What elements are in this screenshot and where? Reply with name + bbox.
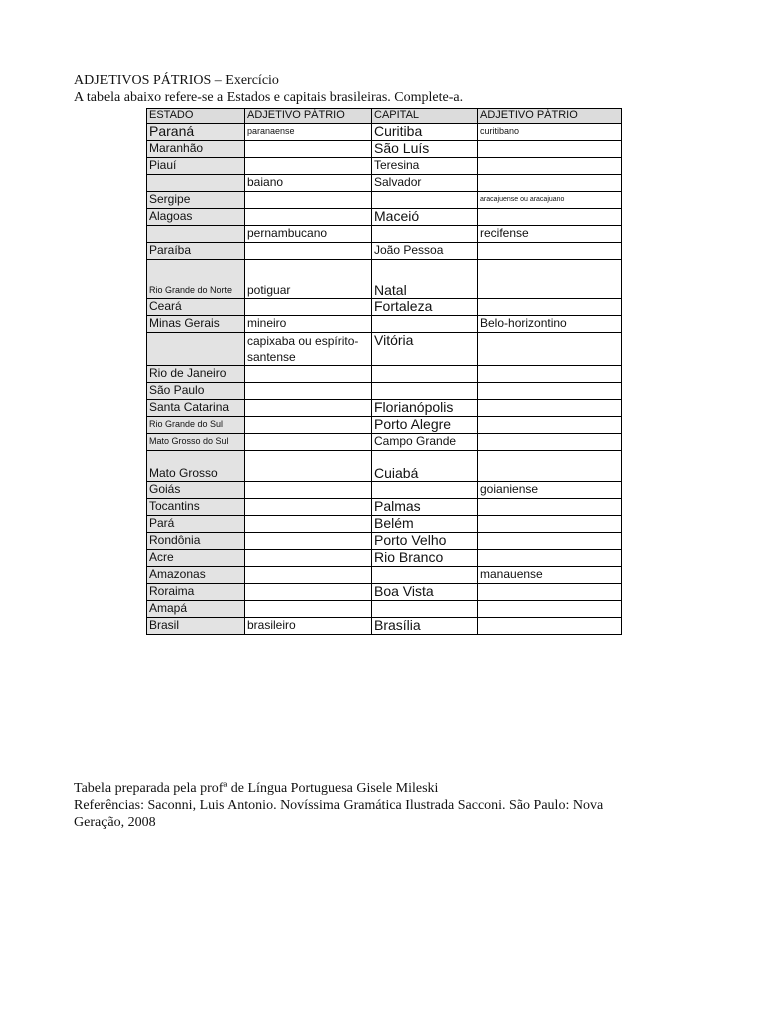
document-title: ADJETIVOS PÁTRIOS – Exercício — [74, 73, 279, 88]
table-row — [147, 158, 622, 175]
table-row — [147, 383, 622, 400]
table-row — [147, 299, 622, 316]
capital-cell: Boa Vista — [372, 584, 478, 601]
capital-cell — [372, 226, 478, 243]
state-cell: Rio Grande do Norte — [147, 260, 245, 299]
capital-adjective-cell — [478, 209, 622, 226]
table-row — [147, 434, 622, 451]
document-intro: A tabela abaixo refere-se a Estados e capitais brasileiras. Complete-a. — [74, 90, 464, 105]
state-cell: Amazonas — [147, 567, 245, 584]
capital-cell: Brasília — [372, 618, 478, 635]
state-cell: Rio Grande do Sul — [147, 417, 245, 434]
capital-adjective-cell — [478, 175, 622, 192]
state-adjective-cell: capixaba ou espírito-santense — [245, 333, 372, 366]
capital-adjective-cell: goianiense — [478, 482, 622, 499]
capital-adjective-cell — [478, 516, 622, 533]
state-cell — [147, 175, 245, 192]
table-header-row — [147, 109, 622, 124]
state-cell: Acre — [147, 550, 245, 567]
state-adjective-cell — [245, 550, 372, 567]
state-adjective-cell — [245, 567, 372, 584]
capital-adjective-cell — [478, 533, 622, 550]
state-cell: Goiás — [147, 482, 245, 499]
state-cell: Rondônia — [147, 533, 245, 550]
state-adjective-cell — [245, 417, 372, 434]
capital-cell: Cuiabá — [372, 451, 478, 482]
capital-cell: Palmas — [372, 499, 478, 516]
references-line-2: Geração, 2008 — [74, 815, 156, 830]
state-cell: Pará — [147, 516, 245, 533]
state-cell: Mato Grosso — [147, 451, 245, 482]
state-cell: Paraná — [147, 124, 245, 141]
capital-cell — [372, 192, 478, 209]
capital-cell — [372, 383, 478, 400]
state-adjective-cell — [245, 400, 372, 417]
state-adjective-cell — [245, 499, 372, 516]
table-row — [147, 400, 622, 417]
state-adjective-cell: baiano — [245, 175, 372, 192]
capital-cell — [372, 366, 478, 383]
table-row — [147, 584, 622, 601]
header-estado: ESTADO — [147, 109, 245, 124]
header-capital: CAPITAL — [372, 109, 478, 124]
state-cell: Tocantins — [147, 499, 245, 516]
table-row — [147, 124, 622, 141]
header-adjetivo-capital: ADJETIVO PÁTRIO — [478, 109, 622, 124]
table-row — [147, 533, 622, 550]
state-cell: Minas Gerais — [147, 316, 245, 333]
state-adjective-cell — [245, 516, 372, 533]
state-cell: Paraíba — [147, 243, 245, 260]
state-adjective-cell: potiguar — [245, 260, 372, 299]
capital-adjective-cell — [478, 141, 622, 158]
state-cell: Roraima — [147, 584, 245, 601]
table-row — [147, 550, 622, 567]
state-cell: Ceará — [147, 299, 245, 316]
capital-adjective-cell — [478, 260, 622, 299]
capital-adjective-cell — [478, 618, 622, 635]
state-adjective-cell: pernambucano — [245, 226, 372, 243]
state-adjective-cell: paranaense — [245, 124, 372, 141]
state-adjective-cell — [245, 192, 372, 209]
capital-adjective-cell — [478, 550, 622, 567]
table-row — [147, 482, 622, 499]
table-row — [147, 567, 622, 584]
capital-adjective-cell — [478, 383, 622, 400]
capital-cell: Maceió — [372, 209, 478, 226]
state-adjective-cell — [245, 141, 372, 158]
header-adjetivo-estado: ADJETIVO PÁTRIO — [245, 109, 372, 124]
capital-adjective-cell — [478, 366, 622, 383]
table-row — [147, 226, 622, 243]
capital-cell: São Luís — [372, 141, 478, 158]
capital-adjective-cell — [478, 499, 622, 516]
capital-cell — [372, 567, 478, 584]
table-row — [147, 618, 622, 635]
capital-adjective-cell — [478, 417, 622, 434]
table-row — [147, 417, 622, 434]
state-cell: Piauí — [147, 158, 245, 175]
state-cell — [147, 333, 245, 366]
state-adjective-cell — [245, 451, 372, 482]
state-cell: Sergipe — [147, 192, 245, 209]
state-cell: São Paulo — [147, 383, 245, 400]
table-row — [147, 141, 622, 158]
state-adjective-cell: mineiro — [245, 316, 372, 333]
capital-cell: Vitória — [372, 333, 478, 366]
capital-cell — [372, 316, 478, 333]
table-row — [147, 209, 622, 226]
capital-cell: Belém — [372, 516, 478, 533]
capital-adjective-cell — [478, 434, 622, 451]
table-row — [147, 316, 622, 333]
table-row — [147, 451, 622, 482]
state-adjective-cell — [245, 601, 372, 618]
capital-adjective-cell — [478, 400, 622, 417]
table-row — [147, 499, 622, 516]
table-row — [147, 516, 622, 533]
state-adjective-cell — [245, 299, 372, 316]
state-adjective-cell — [245, 209, 372, 226]
references-line-1: Referências: Saconni, Luis Antonio. Novíssima Gramática Ilustrada Sacconi. São Paulo: Nova — [74, 798, 604, 813]
capital-cell: Curitiba — [372, 124, 478, 141]
capital-cell: Campo Grande — [372, 434, 478, 451]
capital-cell: Salvador — [372, 175, 478, 192]
capital-adjective-cell — [478, 601, 622, 618]
state-cell: Brasil — [147, 618, 245, 635]
state-cell: Alagoas — [147, 209, 245, 226]
capital-adjective-cell — [478, 333, 622, 366]
state-adjective-cell — [245, 434, 372, 451]
capital-adjective-cell: manauense — [478, 567, 622, 584]
capital-cell: Fortaleza — [372, 299, 478, 316]
capital-adjective-cell: aracajuense ou aracajuano — [478, 192, 622, 209]
capital-cell — [372, 482, 478, 499]
capital-adjective-cell: curitibano — [478, 124, 622, 141]
capital-cell: Rio Branco — [372, 550, 478, 567]
capital-cell: Porto Alegre — [372, 417, 478, 434]
capital-cell: João Pessoa — [372, 243, 478, 260]
state-adjective-cell — [245, 383, 372, 400]
table-row — [147, 260, 622, 299]
capital-cell: Porto Velho — [372, 533, 478, 550]
table-row — [147, 175, 622, 192]
state-cell: Amapá — [147, 601, 245, 618]
state-cell: Santa Catarina — [147, 400, 245, 417]
capital-adjective-cell: Belo-horizontino — [478, 316, 622, 333]
state-adjective-cell — [245, 533, 372, 550]
state-cell: Mato Grosso do Sul — [147, 434, 245, 451]
state-adjective-cell — [245, 243, 372, 260]
capital-cell: Florianópolis — [372, 400, 478, 417]
table-row — [147, 192, 622, 209]
table-row — [147, 601, 622, 618]
state-adjective-cell — [245, 158, 372, 175]
capital-adjective-cell — [478, 243, 622, 260]
capital-adjective-cell — [478, 299, 622, 316]
table-row — [147, 333, 622, 366]
capital-cell: Natal — [372, 260, 478, 299]
capital-adjective-cell — [478, 158, 622, 175]
credit-line: Tabela preparada pela profª de Língua Portuguesa Gisele Mileski — [74, 781, 439, 796]
state-adjective-cell — [245, 584, 372, 601]
capital-adjective-cell — [478, 584, 622, 601]
state-adjective-cell — [245, 366, 372, 383]
state-cell — [147, 226, 245, 243]
state-adjective-cell — [245, 482, 372, 499]
states-table — [146, 108, 622, 635]
state-adjective-cell: brasileiro — [245, 618, 372, 635]
capital-cell — [372, 601, 478, 618]
state-cell: Rio de Janeiro — [147, 366, 245, 383]
table-row — [147, 243, 622, 260]
capital-cell: Teresina — [372, 158, 478, 175]
state-cell: Maranhão — [147, 141, 245, 158]
capital-adjective-cell: recifense — [478, 226, 622, 243]
capital-adjective-cell — [478, 451, 622, 482]
table-row — [147, 366, 622, 383]
